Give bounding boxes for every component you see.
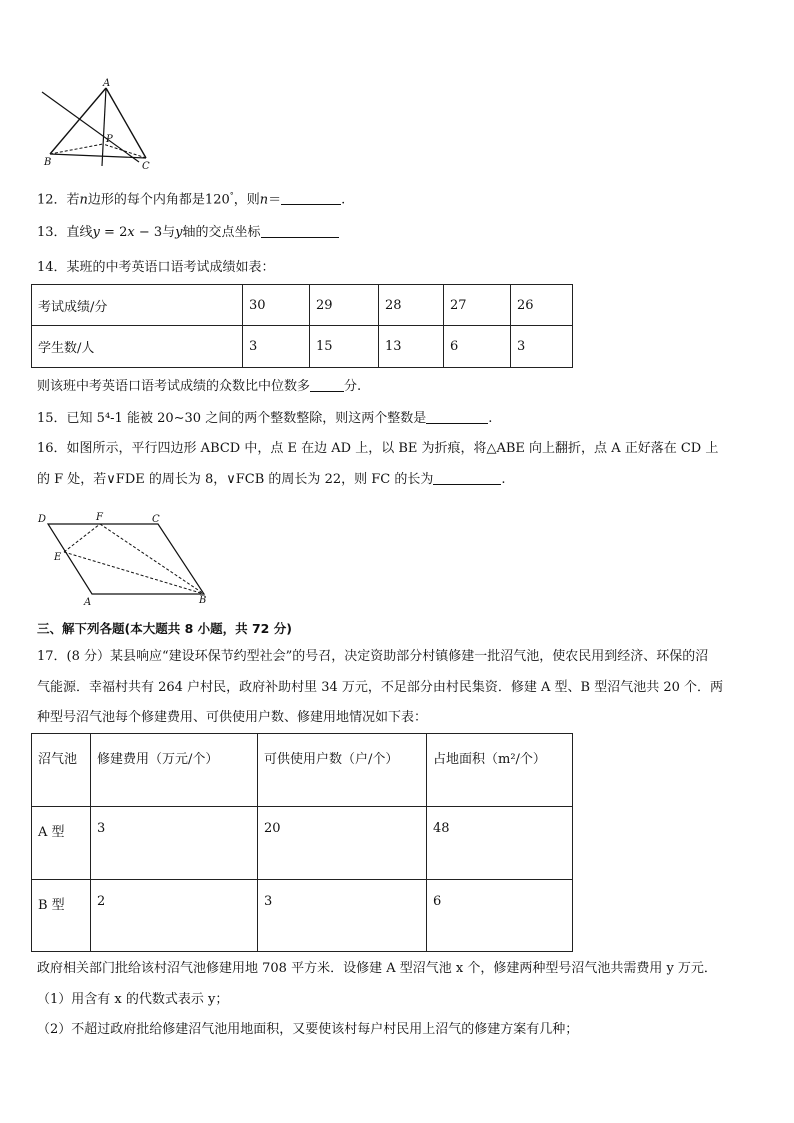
table-cell: 6 xyxy=(427,880,573,952)
table-cell: 30 xyxy=(243,285,310,326)
table-cell: 可供使用户数（户/个） xyxy=(258,734,427,807)
q12-answer-blank[interactable] xyxy=(281,190,341,205)
table-row xyxy=(32,880,573,952)
q13-rest: − 3 xyxy=(134,225,163,240)
q16-line2-text: 的 F 处，若∨FDE 的周长为 8，∨FCB 的周长为 22，则 FC 的长为 xyxy=(37,472,434,487)
label-d: D xyxy=(38,514,47,525)
label-e: E xyxy=(54,552,62,563)
q17-line2: 气能源．幸福村共有 264 户村民，政府补助村里 34 万元，不足部分由村民集资．修建 A 型、B 型沼气池共 20 个．两 xyxy=(37,680,724,695)
table-cell: 修建费用（万元/个） xyxy=(91,734,258,807)
parallelogram-figure xyxy=(36,510,216,608)
table-cell: A 型 xyxy=(32,807,91,880)
table-cell: 27 xyxy=(444,285,511,326)
table-cell: 沼气池 xyxy=(32,734,91,807)
q16-answer-blank[interactable] xyxy=(433,470,501,485)
q13-y: y xyxy=(92,225,100,240)
q14-title: 14．某班的中考英语口语考试成绩如表： xyxy=(37,260,275,275)
q15-text: 15．已知 5⁴-1 能被 20∼30 之间的两个整数整除，则这两个整数是 xyxy=(37,411,427,426)
q16-line2 xyxy=(37,470,505,489)
label-a2: A xyxy=(84,597,92,608)
table-cell: 29 xyxy=(310,285,379,326)
q13-yaxis: y xyxy=(175,225,183,240)
q13-answer-blank[interactable] xyxy=(261,223,339,238)
q13-prefix: 13．直线 xyxy=(37,225,93,240)
q13-end: 轴的交点坐标 xyxy=(182,225,261,240)
table-cell: 48 xyxy=(427,807,573,880)
table-cell: 2 xyxy=(91,880,258,952)
q14-answer-blank[interactable] xyxy=(310,377,344,392)
q14-after xyxy=(37,377,361,396)
q16-end: . xyxy=(501,472,506,487)
table-cell: 15 xyxy=(310,326,379,368)
section-3-title: 三、解下列各题(本大题共 8 小题，共 72 分) xyxy=(37,621,292,636)
label-c2: C xyxy=(152,514,160,525)
table-row xyxy=(32,285,573,326)
table-row xyxy=(32,734,573,807)
table-cell: 20 xyxy=(258,807,427,880)
q16-line1: 16．如图所示，平行四边形 ABCD 中，点 E 在边 AD 上，以 BE 为折痕，将△ABE 向上翻折，点 A 正好落在 CD 上 xyxy=(37,441,719,456)
label-a: A xyxy=(103,78,111,89)
dash-ef xyxy=(64,524,100,552)
label-p: P xyxy=(106,134,113,145)
line-ap xyxy=(102,88,106,166)
q12-prefix: 12．若 xyxy=(37,192,80,208)
table-cell: B 型 xyxy=(32,880,91,952)
table-cell: 3 xyxy=(511,326,573,368)
table-cell: 28 xyxy=(379,285,444,326)
dash-eb xyxy=(64,552,204,594)
table-cell: 学生数/人 xyxy=(32,326,243,368)
q13-mid: 与 xyxy=(162,225,176,240)
question-12 xyxy=(37,187,345,209)
q15-end: . xyxy=(488,411,493,426)
label-b: B xyxy=(44,157,52,168)
table-cell: 3 xyxy=(91,807,258,880)
table-cell: 3 xyxy=(243,326,310,368)
q13-eq: = 2 xyxy=(99,225,128,240)
q14-after-text: 则该班中考英语口语考试成绩的众数比中位数多 xyxy=(37,379,311,394)
table-row xyxy=(32,326,573,368)
q17-line1: 17．(8 分）某县响应“建设环保节约型社会”的号召，决定资助部分村镇修建一批沼气池，使农民用到经济、环保的沼 xyxy=(37,649,709,664)
q12-mid: 边形的每个内角都是120 xyxy=(87,192,230,208)
edge-ac xyxy=(106,88,146,158)
label-b2: B xyxy=(199,595,207,606)
q17-line3: 种型号沼气池每个修建费用、可供使用户数、修建用地情况如下表： xyxy=(37,710,428,725)
table-cell: 占地面积（m²/个） xyxy=(427,734,573,807)
q14-unit: 分. xyxy=(344,379,362,394)
q12-end: . xyxy=(341,192,346,208)
question-13 xyxy=(37,223,339,242)
q12-n1: n xyxy=(79,192,88,208)
dash-fb xyxy=(100,524,204,594)
q17-sub2: （2）不超过政府批给修建沼气池用地面积，又要使该村每户村民用上沼气的修建方案有几种； xyxy=(37,1022,579,1037)
triangle-figure xyxy=(36,78,156,172)
q17-after: 政府相关部门批给该村沼气池修建用地 708 平方米．设修建 A 型沼气池 x 个，修建两种型号沼气池共需费用 y 万元． xyxy=(37,961,717,976)
label-c: C xyxy=(142,161,150,172)
parallelogram-abcd xyxy=(48,524,204,594)
q12-eq: ＝ xyxy=(268,192,282,208)
table-row xyxy=(32,807,573,880)
table-cell: 13 xyxy=(379,326,444,368)
table-cell: 3 xyxy=(258,880,427,952)
biogas-table xyxy=(31,733,573,952)
q12-deg: ° xyxy=(229,191,234,200)
q13-x: x xyxy=(127,225,135,240)
score-table xyxy=(31,284,573,368)
table-cell: 考试成绩/分 xyxy=(32,285,243,326)
question-15 xyxy=(37,409,492,428)
q12-comma: ，则 xyxy=(233,192,260,208)
edge-ab xyxy=(50,88,106,154)
label-f: F xyxy=(96,512,103,523)
q17-sub1: （1）用含有 x 的代数式表示 y； xyxy=(37,992,229,1007)
q12-n2: n xyxy=(259,192,269,208)
table-cell: 6 xyxy=(444,326,511,368)
q15-answer-blank[interactable] xyxy=(426,409,488,424)
table-cell: 26 xyxy=(511,285,573,326)
